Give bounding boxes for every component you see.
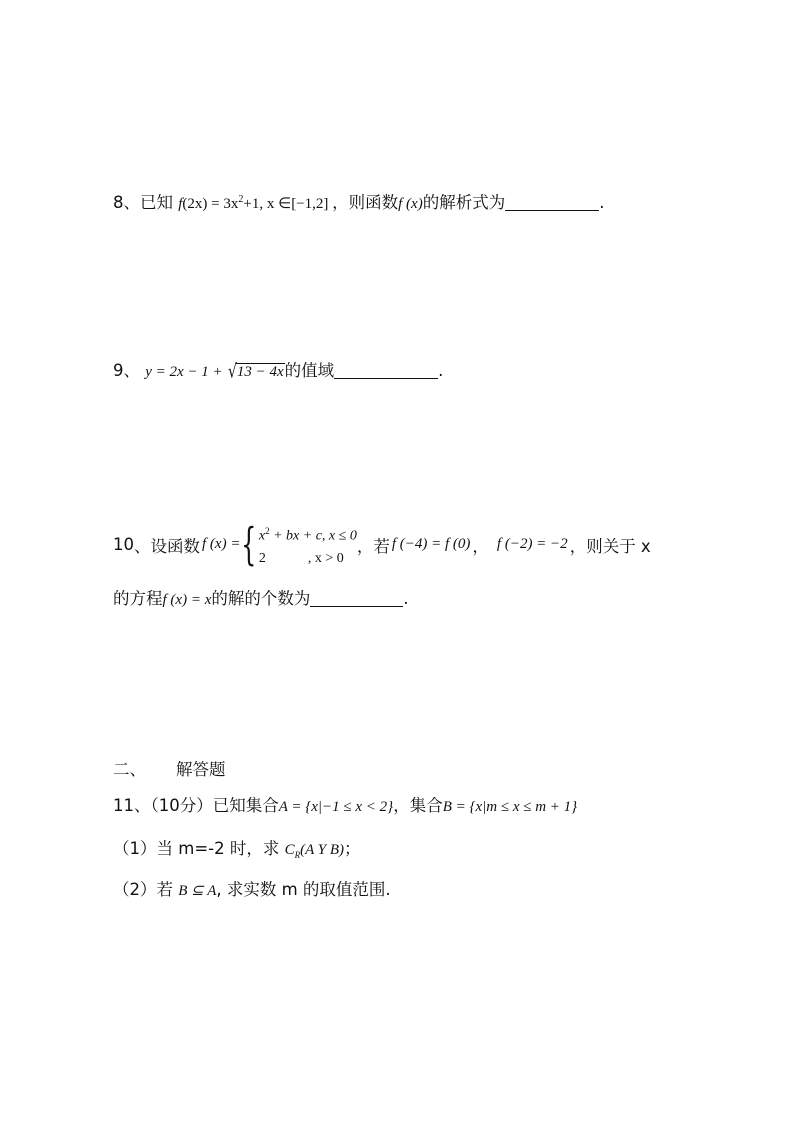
- set-b: B = {x|m ≤ x ≤ m + 1}: [442, 799, 578, 815]
- section-title: 二、 解答题: [113, 760, 226, 779]
- question-11: 11、（10分）已知集合A = {x|−1 ≤ x < 2}，集合B = {x|m ≤ x ≤ m + 1}: [113, 796, 578, 815]
- question-11-part-2: （2）若 B ⊆ A, 求实数 m 的取值范围.: [113, 880, 391, 899]
- answer-blank[interactable]: [334, 361, 438, 379]
- set-a: A = {x|−1 ≤ x < 2}: [278, 799, 394, 815]
- math-expression: y = 2x − 1 +: [145, 364, 223, 380]
- question-9: 9、 y = 2x − 1 + √13 − 4x的值域 .: [113, 361, 444, 383]
- question-11-part-1: （1）当 m=-2 时，求 $C_R(A$ Y B)；: [113, 839, 361, 860]
- answer-blank[interactable]: [505, 193, 599, 211]
- question-number: 10: [113, 535, 134, 555]
- piecewise-function: { $x^2$ + bx + c, x ≤ 0 2 , x > 0: [241, 519, 357, 571]
- answer-blank[interactable]: [310, 589, 403, 607]
- complement-expression: $C_R(A$ Y B): [284, 842, 344, 860]
- math-expression: f (−4) = f (0): [391, 536, 471, 553]
- question-number: 11: [113, 796, 134, 815]
- score-label: （10分）: [150, 796, 213, 815]
- question-number: 8: [113, 193, 124, 212]
- math-expression: f (x): [398, 196, 423, 212]
- math-expression: f (x) =: [202, 536, 241, 553]
- math-expression: $f(2x) = 3x^2+1$, x ∈[−1,2]: [178, 194, 329, 212]
- math-expression: f (x) = x: [162, 592, 212, 608]
- question-10: 10 、 设函数 f (x) = { $x^2$ + bx + c, x ≤ 0 2 , x > 0 ， 若 f (−4) = f (0) ， f (−2) = −2 ， 则关于 x: [113, 519, 651, 571]
- case-1: $x^2$ + bx + c, x ≤ 0: [258, 526, 357, 544]
- math-expression: f (−2) = −2: [496, 536, 568, 553]
- subset-expression: B ⊆ A: [178, 883, 217, 899]
- question-10-line-2: 的方程f (x) = x的解的个数为 .: [113, 589, 409, 608]
- question-number: 9: [113, 361, 124, 380]
- question-8: 8、已知 $f(2x) = 3x^2+1$, x ∈[−1,2] ，则函数f (x)的解析式为 .: [113, 193, 605, 212]
- square-root: √13 − 4x: [227, 361, 284, 383]
- case-2: 2 , x > 0: [258, 550, 344, 566]
